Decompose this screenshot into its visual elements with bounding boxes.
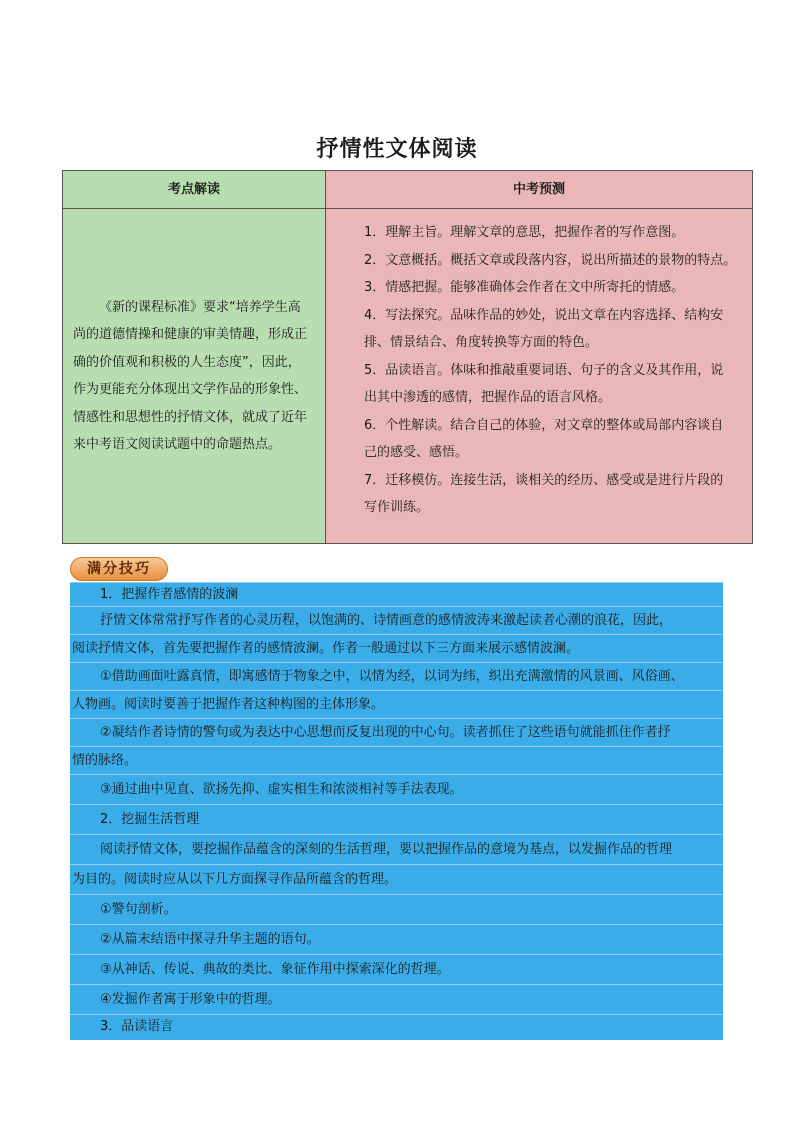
- left-line: 题热点。: [229, 437, 282, 452]
- forecast-line: 2．文意概括。概括文章或段落内容，说出所描述的景物的特点。: [364, 252, 737, 268]
- header-exam-points: 考点解读: [63, 171, 326, 209]
- forecast-line: 3．情感把握。能够准确体会作者在文中所寄托的情感。: [364, 280, 685, 295]
- exam-points-text: [63, 294, 325, 459]
- tips-line: 阅读抒情文体，要挖掘作品蕴含的深刻的生活哲理，要以把握作品的意境为基点，以发掘作品的哲理: [70, 834, 723, 864]
- tips-line: 情的脉络。: [70, 746, 723, 774]
- forecast-line: 出其中渗透的感情，把握作品的语言风格。: [364, 390, 612, 405]
- forecast-list: [326, 209, 752, 522]
- forecast-line: 己的感受、感悟。: [364, 445, 469, 460]
- tips-line: ④发掘作者寓于形象中的哲理。: [70, 984, 723, 1014]
- tips-line: ③通过曲中见直、欲扬先抑、虚实相生和浓淡相衬等手法表现。: [70, 774, 723, 804]
- forecast-line: 7．迁移模仿。连接生活，谈相关的经历、感受或是进行片段的: [364, 472, 724, 488]
- left-line: 形象性、情感性和思想性的抒情文体，: [73, 382, 308, 425]
- tips-line: ③从神话、传说、典故的类比、象征作用中探索深化的哲理。: [70, 954, 723, 984]
- header-forecast: 中考预测: [326, 171, 753, 209]
- forecast-line: 1．理解主旨。理解文章的意思，把握作者的写作意图。: [364, 225, 685, 240]
- left-line: 成正确的价值观和积极的人生态度”，: [73, 327, 308, 370]
- left-line: 因此，作为更能充分体现出文学作品的: [73, 354, 301, 397]
- tips-line: ①警句剖析。: [70, 894, 723, 924]
- page-title: 抒情性文体阅读: [316, 136, 478, 162]
- tips-section: [70, 582, 723, 1040]
- exam-points-cell: [63, 209, 326, 544]
- tips-heading: 2．挖掘生活哲理: [70, 804, 723, 834]
- tips-line: 人物画。阅读时要善于把握作者这种构图的主体形象。: [70, 690, 723, 718]
- full-score-tips-badge: 满分技巧: [70, 557, 168, 581]
- forecast-line: 5．品读语言。体味和推敲重要词语、句子的含义及其作用，说: [364, 362, 724, 378]
- forecast-line: 写作训练。: [364, 500, 430, 515]
- forecast-cell: [326, 209, 753, 544]
- left-line: 高尚的道德情操和健康的审美情趣，形: [73, 299, 301, 342]
- tips-line: 抒情文体常常抒写作者的心灵历程，以饱满的、诗情画意的感情波涛来激起读者心潮的浪花，因此，: [70, 606, 723, 634]
- left-line: 就成了近年来中考语文阅读试题中的命: [73, 409, 308, 452]
- left-line: 《新的课程标准》要求“培养学生: [99, 299, 288, 315]
- tips-line: 为目的。阅读时应从以下几方面探寻作品所蕴含的哲理。: [70, 864, 723, 894]
- forecast-line: 4．写法探究。品味作品的妙处，说出文章在内容选择、结构安: [364, 307, 724, 323]
- exam-points-table: [62, 170, 753, 544]
- tips-heading: 3．品读语言: [70, 1014, 723, 1040]
- tips-line: ①借助画面吐露真情，即寓感情于物象之中，以情为经，以词为纬，织出充满激情的风景画、风俗画、: [70, 662, 723, 690]
- tips-line: ②凝结作者诗情的警句或为表达中心思想而反复出现的中心句。读者抓住了这些语句就能抓住作者抒: [70, 718, 723, 746]
- tips-line: 阅读抒情文体，首先要把握作者的感情波澜。作者一般通过以下三方面来展示感情波澜。: [70, 634, 723, 662]
- tips-heading: 1．把握作者感情的波澜: [70, 582, 723, 606]
- tips-line: ②从篇末结语中探寻升华主题的语句。: [70, 924, 723, 954]
- forecast-line: 排、情景结合、角度转换等方面的特色。: [364, 335, 599, 350]
- forecast-line: 6．个性解读。结合自己的体验，对文章的整体或局部内容谈自: [364, 417, 724, 433]
